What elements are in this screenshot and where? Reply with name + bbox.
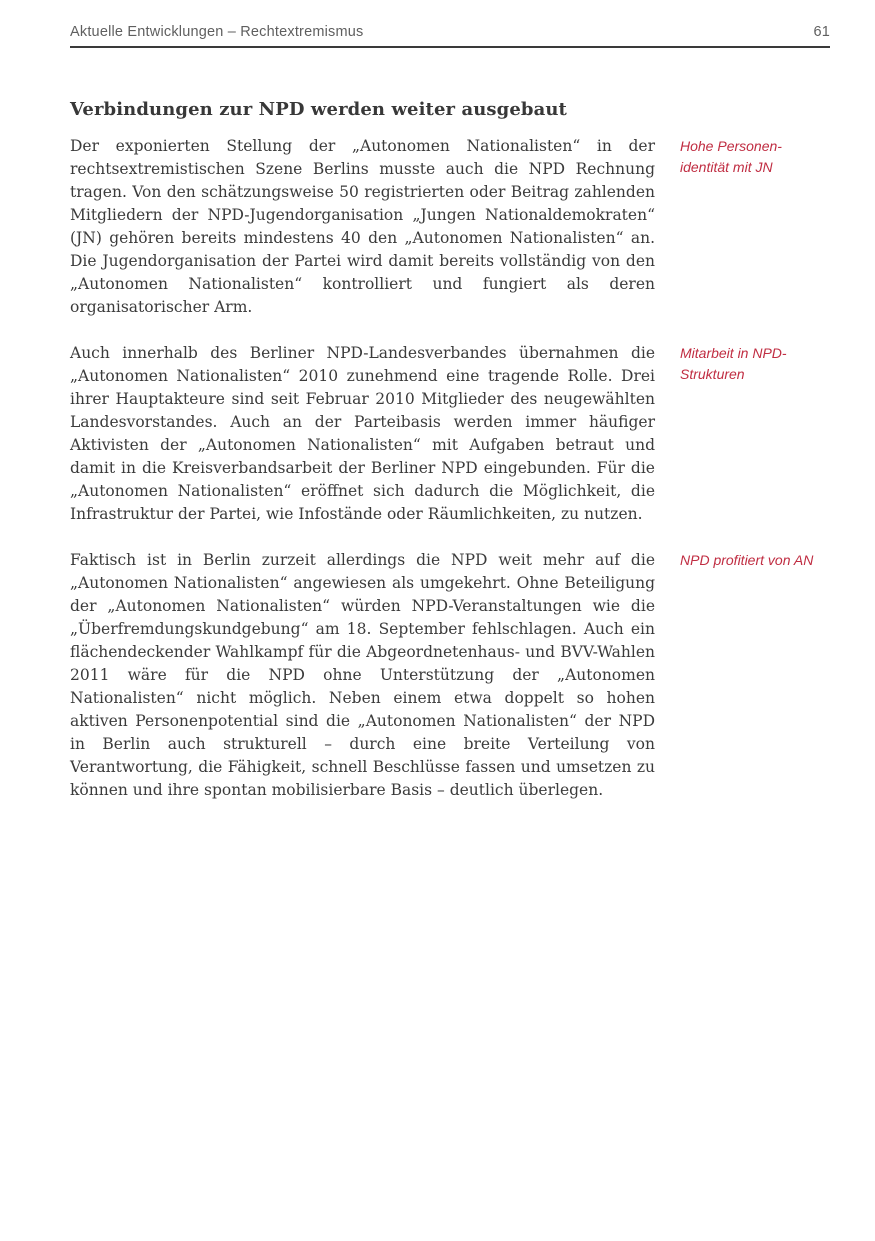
- article-body: [70, 135, 830, 802]
- body-paragraph-3: Faktisch ist in Berlin zurzeit allerdings die NPD weit mehr auf die „Autonomen Nationalisten“ angewiesen als umgekehrt. Ohne Beteiligung der „Autonomen Nationalisten“ würden NPD-Veranstaltungen wie die „Überfremdungskundgebung“ am 18. September fehlschlagen. Auch ein flächendeckender Wahlkampf für die Abgeordnetenhaus- und BVV-Wahlen 2011 wäre für die NPD ohne Unterstützung der „Autonomen Nationalisten“ nicht möglich. Neben einem etwa doppelt so hohen aktiven Personenpotential sind die „Autonomen Nationalisten“ der NPD in Berlin auch strukturell – durch eine breite Verteilung von Verantwortung, die Fähigkeit, schnell Beschlüsse fassen und umsetzen zu können und ihre spontan mobilisierbare Basis – deutlich überlegen.: [70, 551, 655, 799]
- body-paragraph-2: Auch innerhalb des Berliner NPD-Landesverbandes übernahmen die „Autonomen Nationalisten“ 2010 zunehmend eine tragende Rolle. Drei ihrer Hauptakteure sind seit Februar 2010 Mitglieder des neugewählten Landesvorstandes. Auch an der Parteibasis werden immer häufiger Aktivisten der „Autonomen Nationalisten“ mit Aufgaben betraut und damit in die Kreisverbandsarbeit der Berliner NPD eingebunden. Für die „Autonomen Nationalisten“ eröffnet sich dadurch die Möglichkeit, die Infrastruktur der Partei, wie Infostände oder Räumlichkeiten, zu nutzen.: [70, 344, 655, 523]
- page-number: 61: [813, 24, 830, 40]
- margin-note-1: [680, 135, 830, 178]
- paragraph-row: [70, 342, 830, 526]
- margin-note-line: Mitarbeit in NPD-: [680, 345, 787, 361]
- margin-note-line: identität mit JN: [680, 159, 773, 175]
- body-paragraph-1: Der exponierten Stellung der „Autonomen Nationalisten“ in der rechtsextremistischen Szene Berlins musste auch die NPD Rechnung tragen. Von den schätzungsweise 50 registrierten oder Beitrag zahlenden Mitgliedern der NPD-Jugendorganisation „Jungen Nationaldemokraten“ (JN) gehören bereits mindestens 40 den „Autonomen Nationalisten“ an. Die Jugendorganisation der Partei wird damit bereits vollständig von den „Autonomen Nationalisten“ kontrolliert und fungiert als deren organisatorischer Arm.: [70, 137, 655, 316]
- paragraph-row: [70, 135, 830, 319]
- margin-note-3: [680, 549, 830, 571]
- paragraph-row: [70, 549, 830, 802]
- margin-note-line: Strukturen: [680, 366, 745, 382]
- section-heading: Verbindungen zur NPD werden weiter ausgebaut: [70, 99, 567, 120]
- margin-note-line: NPD profitiert von AN: [680, 552, 814, 568]
- margin-note-2: [680, 342, 830, 385]
- margin-note-line: Hohe Personen-: [680, 138, 782, 154]
- running-title: Aktuelle Entwicklungen – Rechtextremismus: [70, 24, 364, 40]
- running-header: [70, 24, 830, 48]
